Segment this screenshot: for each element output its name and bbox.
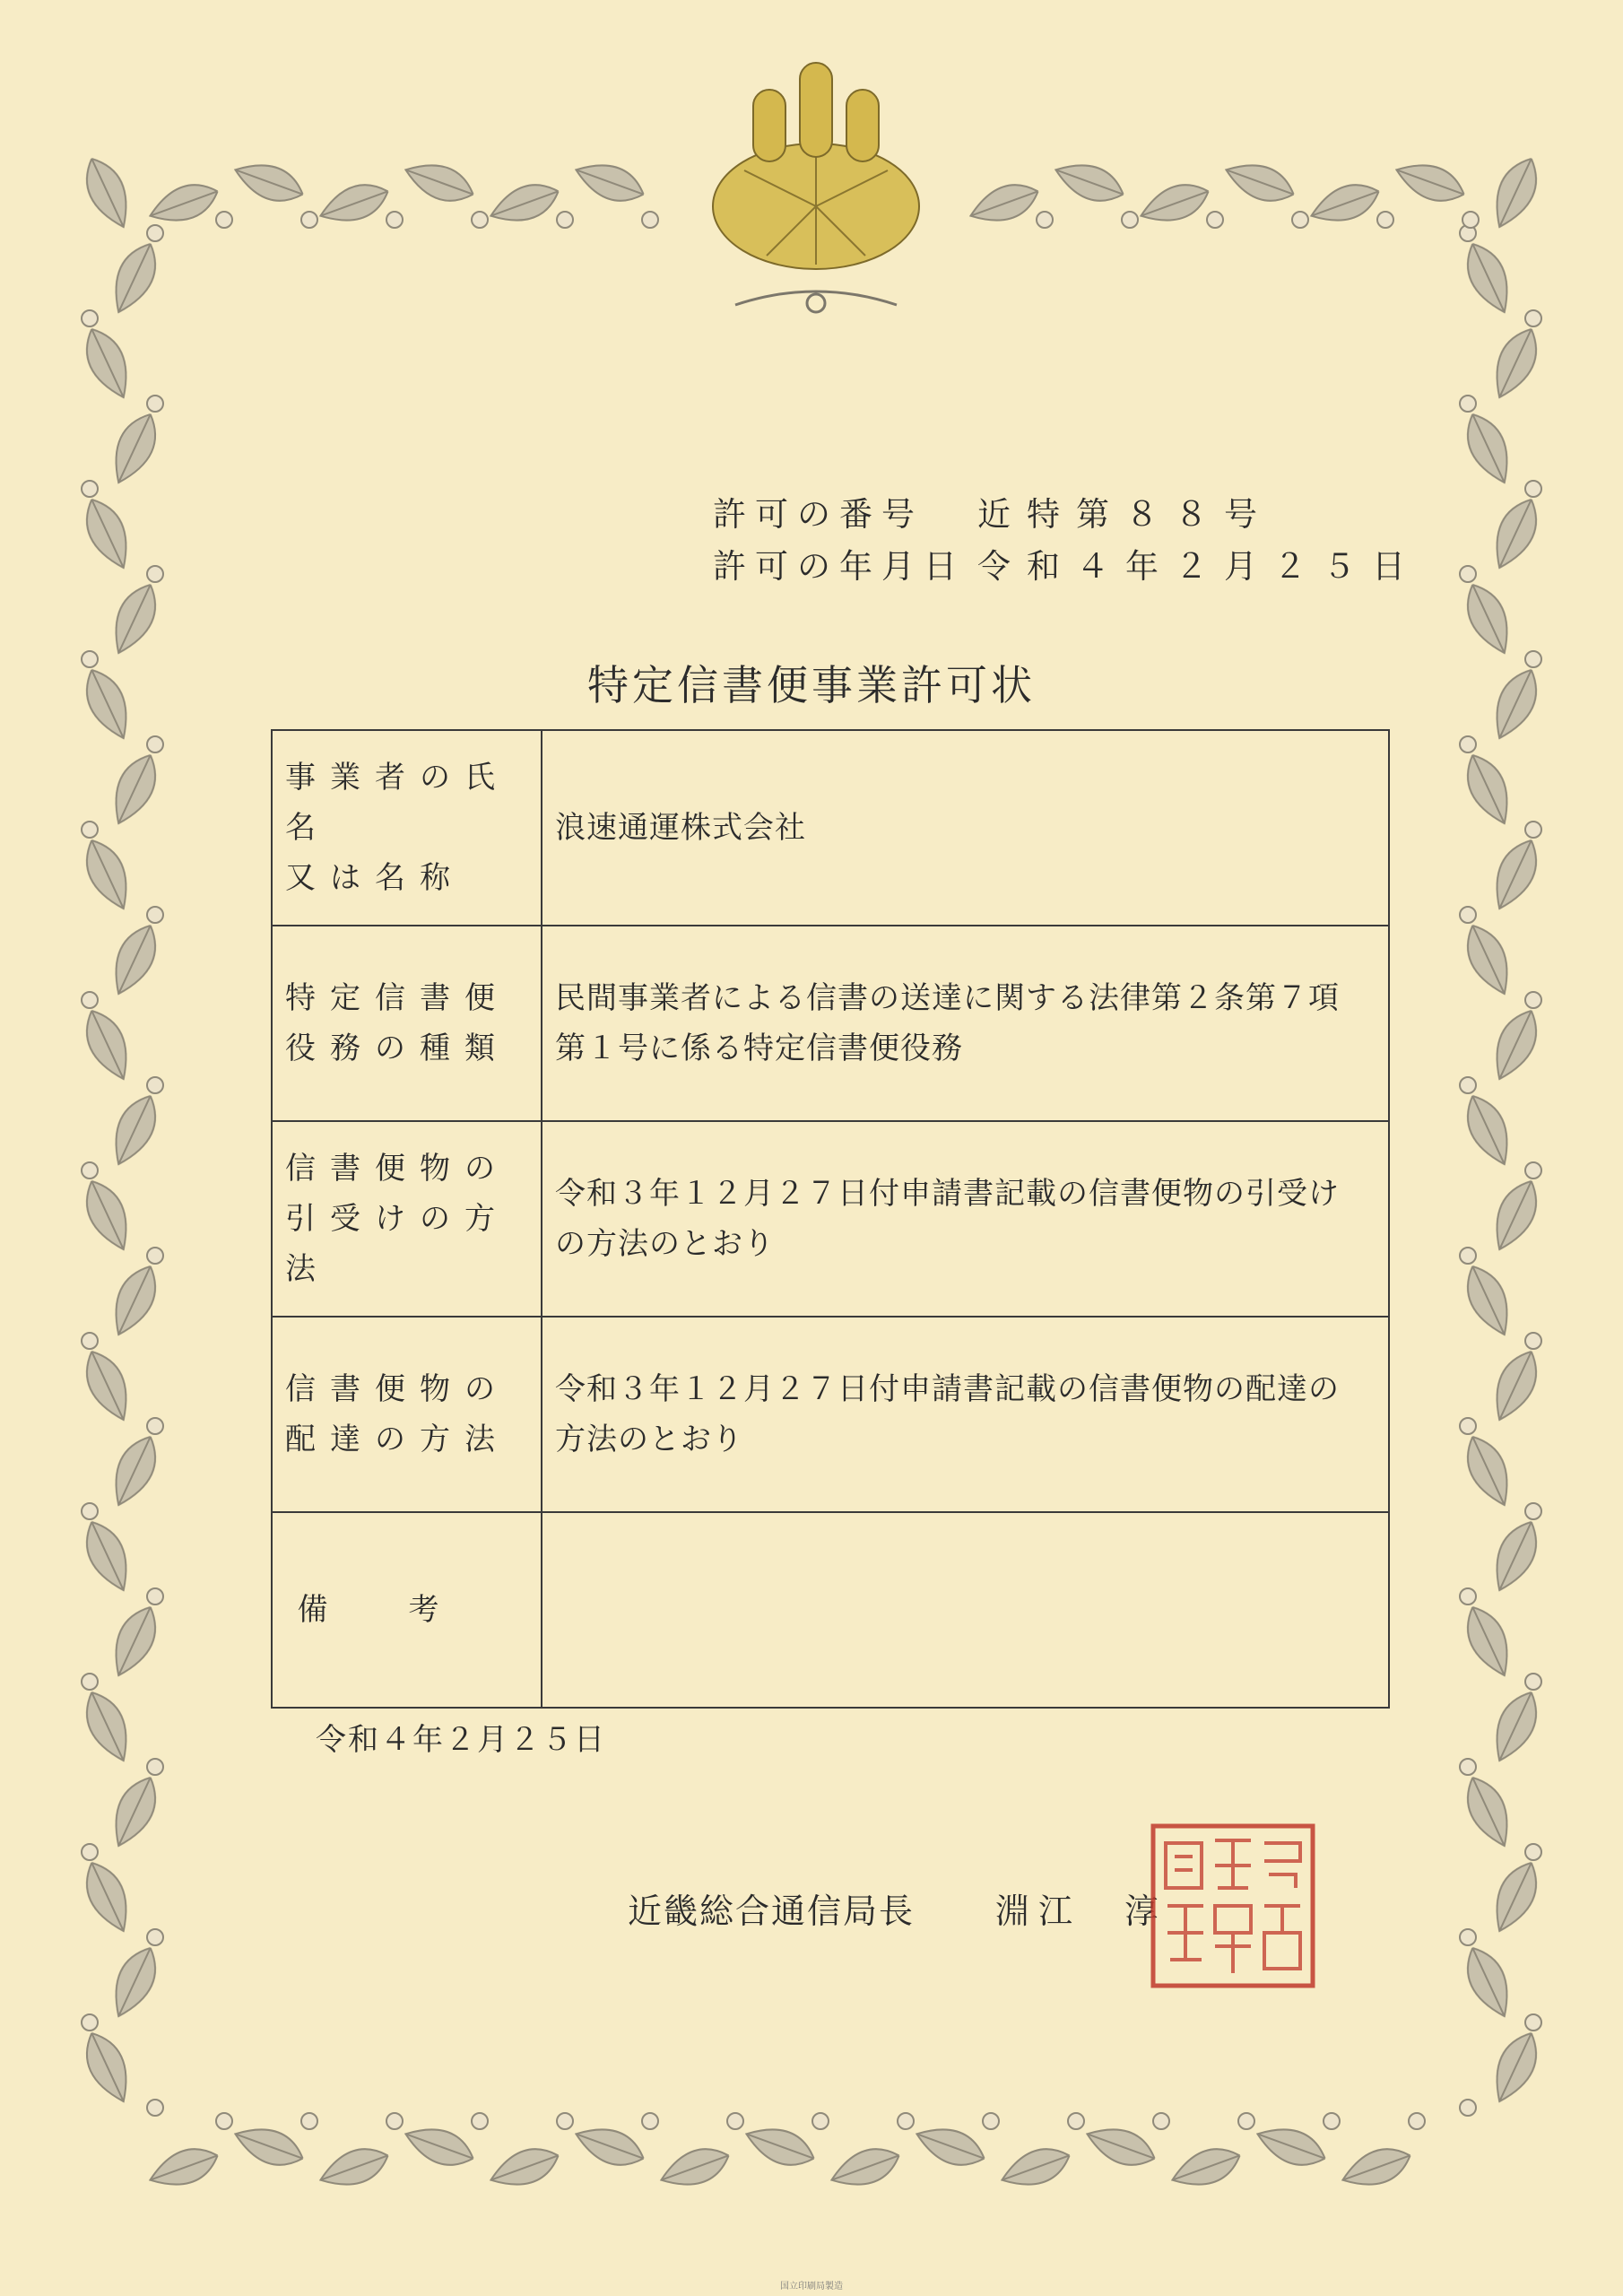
border-leaf <box>1457 407 1520 490</box>
border-flower <box>147 225 163 241</box>
border-leaf <box>1484 1515 1547 1597</box>
border-flower <box>1460 566 1476 582</box>
border-flower <box>1292 212 1308 228</box>
row-label: 信書便物の 引受けの方法 <box>272 1121 542 1317</box>
border-leaf <box>1050 154 1128 209</box>
border-flower <box>1409 2113 1425 2129</box>
border-leaf <box>103 1430 166 1512</box>
border-flower <box>812 2113 829 2129</box>
border-flower <box>147 1077 163 1093</box>
border-leaf <box>1220 154 1298 209</box>
border-flower <box>147 2100 163 2116</box>
border-flower <box>1122 212 1138 228</box>
border-flower <box>147 1248 163 1264</box>
border-flower <box>642 2113 658 2129</box>
border-leaf <box>103 1770 166 1853</box>
border-leaf <box>1337 2140 1415 2195</box>
border-flower <box>301 2113 317 2129</box>
border-flower <box>216 212 232 228</box>
border-flower <box>82 1674 98 1690</box>
border-flower <box>727 2113 743 2129</box>
border-leaf <box>1484 1004 1547 1086</box>
border-flower <box>386 212 403 228</box>
border-leaf <box>76 1685 139 1768</box>
border-flower <box>1525 1162 1541 1178</box>
border-leaf <box>1457 1259 1520 1342</box>
border-flower <box>1460 1759 1476 1775</box>
border-flower <box>82 1333 98 1349</box>
border-flower <box>898 2113 914 2129</box>
document-title: 特定信書便事業許可状 <box>587 661 1036 709</box>
border-flower <box>82 481 98 497</box>
border-flower <box>1324 2113 1340 2129</box>
border-flower <box>147 566 163 582</box>
border-leaf <box>144 2140 222 2195</box>
border-flower <box>1377 212 1393 228</box>
issue-date: 令和４年２月２５日 <box>316 1722 606 1758</box>
border-flower <box>557 2113 573 2129</box>
border-leaf <box>230 154 308 209</box>
border-leaf <box>400 2118 478 2173</box>
border-flower <box>147 907 163 923</box>
signer <box>628 1883 1167 1933</box>
border-flower <box>1068 2113 1084 2129</box>
border-leaf <box>1457 237 1520 319</box>
border-leaf <box>103 578 166 660</box>
border-leaf <box>230 2118 308 2173</box>
table-row <box>272 730 1389 926</box>
border-flower <box>983 2113 999 2129</box>
border-leaf <box>965 176 1043 230</box>
table-row <box>272 1317 1389 1512</box>
border-leaf <box>76 492 139 575</box>
border-leaf <box>76 1004 139 1086</box>
border-leaf <box>103 1941 166 2023</box>
border-flower <box>1525 481 1541 497</box>
border-leaf <box>485 2140 563 2195</box>
border-flower <box>1525 1674 1541 1690</box>
border-flower <box>82 2014 98 2031</box>
border-flower <box>386 2113 403 2129</box>
border-leaf <box>485 176 563 230</box>
border-leaf <box>1252 2118 1330 2173</box>
border-leaf <box>1484 152 1547 234</box>
border-flower <box>1525 822 1541 838</box>
border-flower <box>1037 212 1053 228</box>
border-flower <box>472 212 488 228</box>
border-leaf <box>1306 176 1384 230</box>
border-leaf <box>400 154 478 209</box>
border-leaf <box>76 152 139 234</box>
border-flower <box>82 992 98 1008</box>
border-leaf <box>76 833 139 916</box>
signer-name: 淵江 淳 <box>995 1892 1168 1931</box>
border-leaf <box>570 2118 648 2173</box>
border-leaf <box>1081 2118 1159 2173</box>
border-flower <box>82 310 98 326</box>
permit-number-label: 許可の番号 <box>713 495 924 534</box>
border-leaf <box>315 176 393 230</box>
border-flower <box>1525 1844 1541 1860</box>
border-leaf <box>103 1089 166 1171</box>
border-leaf <box>315 2140 393 2195</box>
border-flower <box>642 212 658 228</box>
border-leaf <box>76 1856 139 1938</box>
border-flower <box>1238 2113 1254 2129</box>
border-flower <box>147 1418 163 1434</box>
border-leaf <box>103 1600 166 1683</box>
border-leaf <box>144 176 222 230</box>
border-leaf <box>826 2140 904 2195</box>
row-value: 民間事業者による信書の送達に関する法律第２条第７項第１号に係る特定信書便役務 <box>542 926 1389 1121</box>
border-leaf <box>1391 154 1469 209</box>
border-leaf <box>1484 1344 1547 1427</box>
border-flower <box>1525 2014 1541 2031</box>
border-leaf <box>741 2118 819 2173</box>
row-value <box>542 1512 1389 1708</box>
border-flower <box>1460 736 1476 752</box>
border-leaf <box>76 2026 139 2109</box>
row-label: 事業者の氏名 又は名称 <box>272 730 542 926</box>
border-leaf <box>1457 1941 1520 2023</box>
border-leaf <box>1484 1856 1547 1938</box>
border-flower <box>147 736 163 752</box>
border-leaf <box>1457 748 1520 831</box>
border-leaf <box>996 2140 1074 2195</box>
border-leaf <box>76 1515 139 1597</box>
border-flower <box>1460 1929 1476 1945</box>
border-leaf <box>76 1344 139 1427</box>
border-leaf <box>103 237 166 319</box>
border-flower <box>301 212 317 228</box>
table-row <box>272 1512 1389 1708</box>
paulownia-crest-icon <box>681 36 950 332</box>
border-flower <box>1460 1588 1476 1605</box>
signer-title: 近畿総合通信局長 <box>628 1892 916 1931</box>
border-flower <box>147 1759 163 1775</box>
permit-info <box>713 489 1421 593</box>
border-flower <box>82 1844 98 1860</box>
border-leaf <box>1484 322 1547 404</box>
border-flower <box>147 396 163 412</box>
border-leaf <box>570 154 648 209</box>
border-leaf <box>1484 1685 1547 1768</box>
border-flower <box>1525 1503 1541 1519</box>
border-flower <box>82 822 98 838</box>
permit-number-value: 近特第８８号 <box>977 495 1273 534</box>
permit-date-label: 許可の年月日 <box>713 547 966 586</box>
row-label: 備考 <box>272 1512 542 1708</box>
border-leaf <box>103 748 166 831</box>
border-leaf <box>1484 1174 1547 1257</box>
border-flower <box>1462 212 1479 228</box>
border-flower <box>1460 1077 1476 1093</box>
border-leaf <box>911 2118 989 2173</box>
border-flower <box>1525 310 1541 326</box>
border-flower <box>1153 2113 1169 2129</box>
row-label: 特定信書便 役務の種類 <box>272 926 542 1121</box>
border-leaf <box>1457 1770 1520 1853</box>
border-flower <box>1525 1333 1541 1349</box>
border-leaf <box>1135 176 1213 230</box>
border-leaf <box>103 1259 166 1342</box>
border-leaf <box>103 918 166 1001</box>
row-label: 信書便物の 配達の方法 <box>272 1317 542 1512</box>
border-flower <box>147 1588 163 1605</box>
border-flower <box>1460 907 1476 923</box>
border-leaf <box>1457 1089 1520 1171</box>
permit-table <box>271 729 1390 1709</box>
border-leaf <box>1457 578 1520 660</box>
table-row <box>272 1121 1389 1317</box>
row-value: 令和３年１２月２７日付申請書記載の信書便物の引受けの方法のとおり <box>542 1121 1389 1317</box>
border-flower <box>82 1162 98 1178</box>
printer-mark: 国立印刷局製造 <box>780 2282 843 2292</box>
border-leaf <box>1457 918 1520 1001</box>
row-value: 浪速通運株式会社 <box>542 730 1389 926</box>
border-leaf <box>1484 492 1547 575</box>
border-flower <box>557 212 573 228</box>
border-flower <box>472 2113 488 2129</box>
border-leaf <box>655 2140 733 2195</box>
border-flower <box>1460 1418 1476 1434</box>
border-flower <box>82 1503 98 1519</box>
official-seal-icon <box>1148 1821 1318 1991</box>
row-value: 令和３年１２月２７日付申請書記載の信書便物の配達の方法のとおり <box>542 1317 1389 1512</box>
border-leaf <box>1484 2026 1547 2109</box>
border-leaf <box>1457 1600 1520 1683</box>
border-flower <box>1207 212 1223 228</box>
border-leaf <box>103 407 166 490</box>
border-leaf <box>76 1174 139 1257</box>
border-flower <box>1460 396 1476 412</box>
border-leaf <box>1457 1430 1520 1512</box>
border-leaf <box>1484 833 1547 916</box>
border-flower <box>1460 2100 1476 2116</box>
border-flower <box>147 1929 163 1945</box>
table-row <box>272 926 1389 1121</box>
border-leaf <box>76 322 139 404</box>
border-leaf <box>1167 2140 1245 2195</box>
border-flower <box>1460 1248 1476 1264</box>
border-flower <box>1525 992 1541 1008</box>
permit-date-value: 令和４年２月２５日 <box>977 547 1421 586</box>
border-flower <box>216 2113 232 2129</box>
